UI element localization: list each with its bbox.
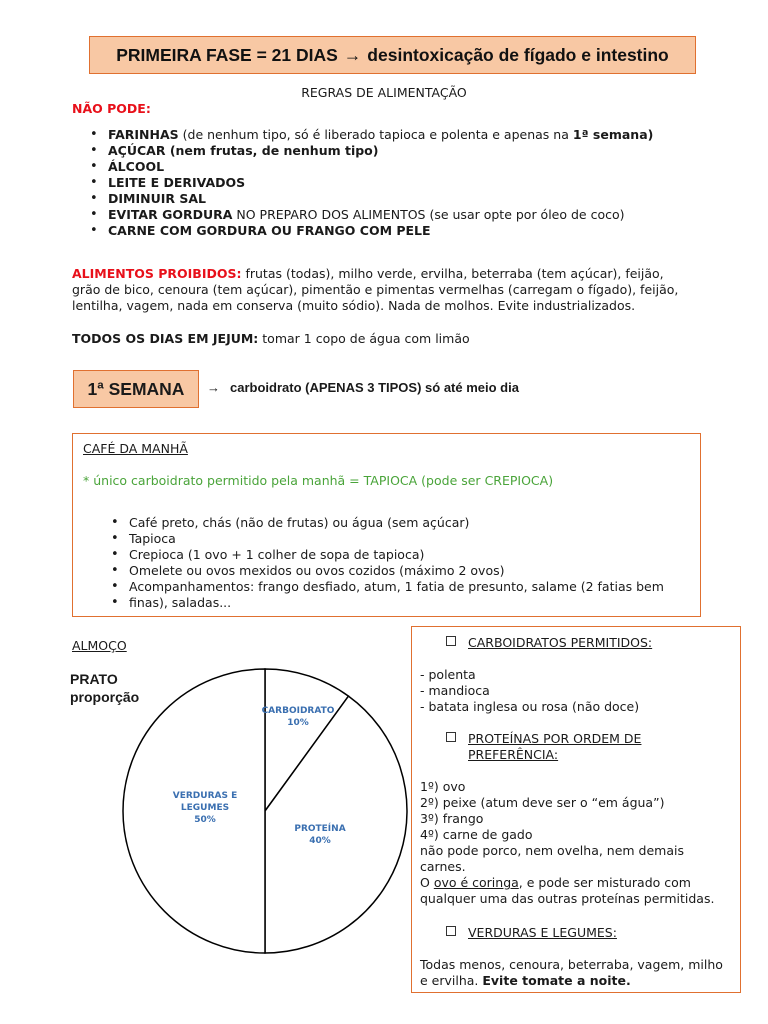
rules-heading: REGRAS DE ALIMENTAÇÃO	[301, 85, 467, 100]
fasting-line: TODOS OS DIAS EM JEJUM: tomar 1 copo de água com limão	[72, 331, 470, 346]
week-note: → carboidrato (APENAS 3 TIPOS) só até meio dia	[207, 380, 519, 395]
lunch-title: ALMOÇO	[72, 638, 127, 653]
checkbox-icon	[446, 926, 456, 936]
list-item: • Omelete ou ovos mexidos ou ovos cozidos (máximo 2 ovos)	[101, 563, 701, 579]
list-item-continuation: • finas), saladas...	[101, 595, 701, 611]
breakfast-note: * único carboidrato permitido pela manhã = TAPIOCA (pode ser CREPIOCA)	[83, 473, 554, 488]
list-item: - polenta	[420, 667, 476, 682]
list-item: • AÇÚCAR (nem frutas, de nenhum tipo)	[80, 143, 730, 159]
list-item: 3º) frango	[420, 811, 484, 826]
list-item: 1º) ovo	[420, 779, 466, 794]
fasting-label: TODOS OS DIAS EM JEJUM:	[72, 331, 259, 346]
carbs-list	[420, 667, 639, 715]
plate-label: PRATO proporção	[70, 671, 140, 705]
list-item: • Crepioca (1 ovo + 1 colher de sopa de tapioca)	[101, 547, 701, 563]
rules-list	[80, 127, 730, 239]
veg-text: Todas menos, cenoura, beterraba, vagem, milho e ervilha. Evite tomate a noite.	[420, 957, 723, 988]
pie-label-veg: VERDURAS E LEGUMES 50%	[172, 791, 238, 825]
protein-list: 1º) ovo 2º) peixe (atum deve ser o “em água”) 3º) frango 4º) carne de gado não pode porco, nem ovelha, nem demais carnes. O ovo é coringa, e pode ser misturado com qualquer uma das outras proteínas permitidas.	[420, 779, 735, 907]
list-item: - mandioca	[420, 683, 490, 698]
list-item: • LEITE E DERIVADOS	[80, 175, 730, 191]
list-item: • Tapioca	[101, 531, 701, 547]
prohibited-label: ALIMENTOS PROIBIDOS:	[72, 266, 242, 281]
cannot-label: NÃO PODE:	[72, 101, 151, 116]
phase-title-left: PRIMEIRA FASE = 21 DIAS	[116, 44, 338, 65]
list-item: • DIMINUIR SAL	[80, 191, 730, 207]
arrow-right-icon: →	[207, 380, 220, 395]
side-info-box	[411, 626, 741, 993]
list-item: 2º) peixe (atum deve ser o “em água”)	[420, 795, 665, 810]
list-item: • Café preto, chás (não de frutas) ou água (sem açúcar)	[101, 515, 701, 531]
breakfast-box	[72, 433, 701, 617]
breakfast-list	[101, 515, 701, 611]
list-item: • FARINHAS (de nenhum tipo, só é liberado tapioca e polenta e apenas na 1ª semana)	[80, 127, 730, 143]
pie-label-protein: PROTEÍNA 40%	[294, 824, 346, 846]
list-item: • ÁLCOOL	[80, 159, 730, 175]
prohibited-paragraph: ALIMENTOS PROIBIDOS: frutas (todas), milho verde, ervilha, beterraba (tem açúcar), feijão, grão de bico, cenoura (tem açúcar), pimentão e pimentas vermelhas (carregam o fígado), feijão, lentilha, vagem, nada em conserva (muito sódio). Nada de molhos. Evite industrializados.	[72, 266, 679, 313]
checkbox-icon	[446, 732, 456, 742]
list-item: • Acompanhamentos: frango desfiado, atum, 1 fatia de presunto, salame (2 fatias bem	[101, 579, 701, 595]
breakfast-title: CAFÉ DA MANHÃ	[83, 441, 188, 456]
phase-title-box	[89, 36, 696, 74]
list-item: • EVITAR GORDURA NO PREPARO DOS ALIMENTOS (se usar opte por óleo de coco)	[80, 207, 730, 223]
carbs-heading: CARBOIDRATOS PERMITIDOS:	[446, 635, 652, 650]
list-item: - batata inglesa ou rosa (não doce)	[420, 699, 640, 714]
arrow-right-icon: →	[343, 44, 362, 65]
phase-title-right: desintoxicação de fígado e intestino	[367, 44, 669, 65]
week-box: 1ª SEMANA	[73, 370, 199, 408]
veg-heading: VERDURAS E LEGUMES:	[446, 925, 617, 940]
list-item: • CARNE COM GORDURA OU FRANGO COM PELE	[80, 223, 730, 239]
checkbox-icon	[446, 636, 456, 646]
pie-label-carb: CARBOIDRATO 10%	[261, 706, 335, 728]
list-item: 4º) carne de gado	[420, 827, 533, 842]
protein-heading: PROTEÍNAS POR ORDEM DE PREFERÊNCIA:	[446, 731, 641, 763]
